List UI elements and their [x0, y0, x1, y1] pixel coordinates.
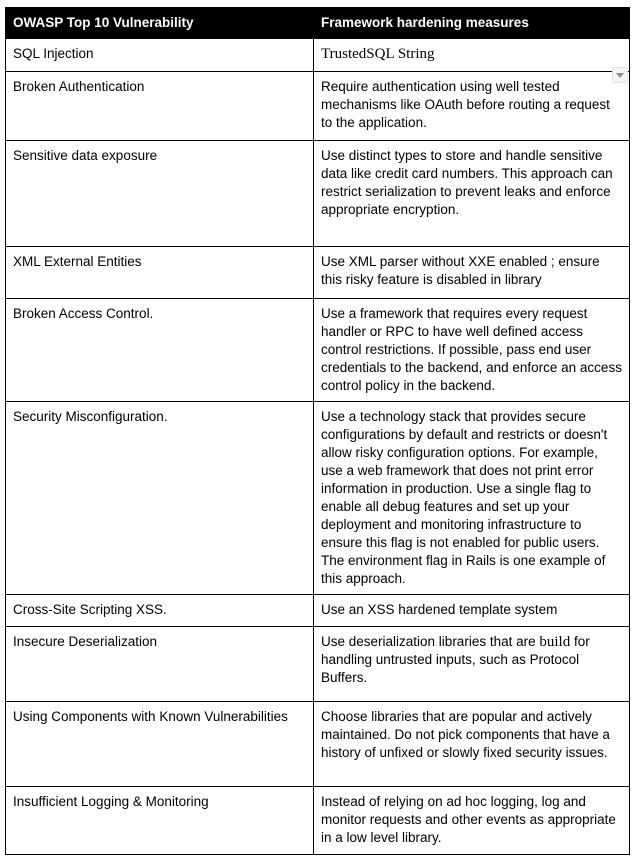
column-header-vulnerability: OWASP Top 10 Vulnerability	[6, 8, 314, 39]
vulnerability-cell: Cross-Site Scripting XSS.	[6, 595, 314, 627]
measure-text: for handling untrusted inputs, such as Protocol Buffers.	[321, 634, 590, 685]
measure-cell: Require authentication using well tested mechanisms like OAuth before routing a request to the application.	[314, 72, 630, 141]
table-row	[6, 627, 630, 702]
table-row	[6, 595, 630, 627]
table-row	[6, 787, 630, 855]
measure-cell: Use distinct types to store and handle sensitive data like credit card numbers. This approach can restrict serialization to prevent leaks and enforce appropriate encryption.	[314, 141, 630, 247]
code-text: build	[539, 634, 571, 650]
table-dropdown-button[interactable]	[612, 67, 628, 83]
measure-text: Use deserialization libraries that are	[321, 634, 540, 649]
measure-cell	[314, 627, 630, 702]
vulnerability-cell: Broken Authentication	[6, 72, 314, 141]
table-row	[6, 402, 630, 595]
vulnerability-cell: Security Misconfiguration.	[6, 402, 314, 595]
vulnerability-cell: SQL Injection	[6, 39, 314, 72]
table-row	[6, 141, 630, 247]
table-row	[6, 72, 630, 141]
table-row	[6, 247, 630, 299]
measure-cell: Instead of relying on ad hoc logging, log and monitor requests and other events as appropriate in a low level library.	[314, 787, 630, 855]
table-row	[6, 39, 630, 72]
measure-cell: Choose libraries that are popular and actively maintained. Do not pick components that have a history of unfixed or slowly fixed security issues.	[314, 702, 630, 787]
measure-cell	[314, 39, 630, 72]
measure-cell: Use XML parser without XXE enabled ; ensure this risky feature is disabled in library	[314, 247, 630, 299]
code-text: TrustedSQL String	[321, 46, 435, 62]
measure-cell: Use an XSS hardened template system	[314, 595, 630, 627]
vulnerability-cell: Using Components with Known Vulnerabilities	[6, 702, 314, 787]
vulnerability-cell: XML External Entities	[6, 247, 314, 299]
table-row	[6, 702, 630, 787]
vulnerability-cell: Insecure Deserialization	[6, 627, 314, 702]
vulnerability-cell: Sensitive data exposure	[6, 141, 314, 247]
vulnerability-cell: Broken Access Control.	[6, 299, 314, 402]
vulnerability-cell: Insufficient Logging & Monitoring	[6, 787, 314, 855]
measure-cell: Use a framework that requires every request handler or RPC to have well defined access control restrictions. If possible, pass end user credentials to the backend, and enforce an access control policy in the backend.	[314, 299, 630, 402]
measure-cell: Use a technology stack that provides secure configurations by default and restricts or doesn't allow risky configuration options. For example, use a web framework that does not print error information in production. Use a single flag to enable all debug features and set up your deployment and monitoring infrastructure to ensure this flag is not enabled for public users. The environment flag in Rails is one example of this approach.	[314, 402, 630, 595]
chevron-down-icon	[616, 73, 624, 78]
table-header-row	[6, 8, 630, 39]
owasp-hardening-table	[5, 7, 630, 855]
column-header-measures: Framework hardening measures	[314, 8, 630, 39]
table-row	[6, 299, 630, 402]
